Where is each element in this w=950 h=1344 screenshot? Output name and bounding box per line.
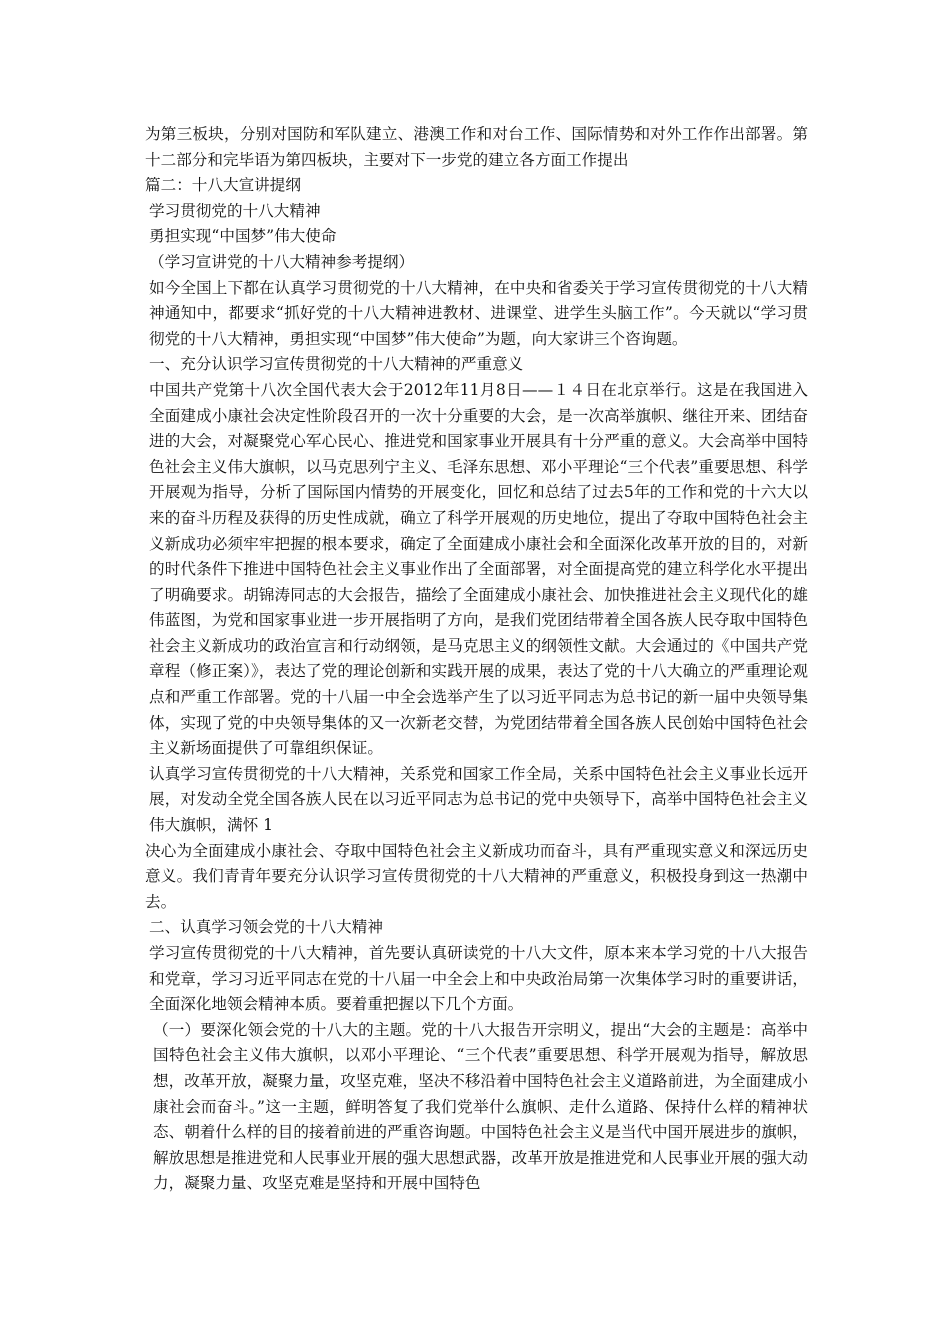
outline-note: （学习宣讲党的十八大精神参考提纲） [149,252,415,271]
outline-subtitle: 勇担实现“中国梦”伟大使命 [149,227,337,246]
paragraph-continuation: 为第三板块，分别对国防和军队建立、港澳工作和对台工作、国际情势和对外工作作出部署。第十二部分和完毕语为第四板块，主要对下一步党的建立各方面工作提出 [145,125,808,169]
paragraph-significance-cont: 决心为全面建成小康社会、夺取中国特色社会主义新成功而奋斗，具有严重现实意义和深远历史意义。我们青青年要充分认识学习宣传贯彻党的十八大精神的严重意义，积极投身到这一热潮中去。 [145,841,808,911]
heading-section-two: 二、认真学习领会党的十八大精神 [149,918,383,937]
outline-title: 学习贯彻党的十八大精神 [149,201,321,220]
section-heading-part-two: 篇二：十八大宣讲提纲 [145,176,301,195]
heading-section-one: 一、充分认识学习宣传贯彻党的十八大精神的严重意义 [149,355,524,374]
paragraph-significance: 认真学习宣传贯彻党的十八大精神，关系党和国家工作全局，关系中国特色社会主义事业长远开展，对发动全党全国各族人民在以习近平同志为总书记的党中央领导下，高举中国特色社会主义伟大旗帜，满怀 1 [149,764,808,835]
paragraph-intro: 如今全国上下都在认真学习贯彻党的十八大精神，在中央和省委关于学习宣传贯彻党的十八大精神通知中，都要求“抓好党的十八大精神进教材、进课堂、进学生头脑工作”。今天就以“学习贯彻党的十八大精神，勇担实现“中国梦”伟大使命”为题，向大家讲三个咨询题。 [149,278,808,348]
paragraph-study: 学习宣传贯彻党的十八大精神，首先要认真研读党的十八大文件，原本来本学习党的十八大报告和党章，学习习近平同志在党的十八届一中全会上和中央政治局第一次集体学习时的重要讲话，全面深化地领会精神本质。要着重把握以下几个方面。 [149,944,808,1014]
paragraph-theme: （一）要深化领会党的十八大的主题。党的十八大报告开宗明义，提出“大会的主题是：高举中国特色社会主义伟大旗帜，以邓小平理论、“三个代表”重要思想、科学开展观为指导，解放思想，改革开放，凝聚力量，攻坚克难，坚决不移沿着中国特色社会主义道路前进，为全面建成小康社会而奋斗。”这一主题，鲜明答复了我们党举什么旗帜、走什么道路、保持什么样的精神状态、朝着什么样的目的接着前进的严重咨询题。中国特色社会主义是当代中国开展进步的旗帜，解放思想是推进党和人民事业开展的强大思想武器，改革开放是推进党和人民事业开展的强大动力，凝聚力量、攻坚克难是坚持和开展中国特色 [153,1020,808,1193]
paragraph-congress: 中国共产党第十八次全国代表大会于2012年11月8日——１４日在北京举行。这是在我国进入全面建成小康社会决定性阶段召开的一次十分重要的大会，是一次高举旗帜、继往开来、团结奋进的大会，对凝聚党心军心民心、推进党和国家事业开展具有十分严重的意义。大会高举中国特色社会主义伟大旗帜，以马克思列宁主义、毛泽东思想、邓小平理论“三个代表”重要思想、科学开展观为指导，分析了国际国内情势的开展变化，回忆和总结了过去5年的工作和党的十六大以来的奋斗历程及获得的历史性成就，确立了科学开展观的历史地位，提出了夺取中国特色社会主义新成功必须牢牢把握的根本要求，确定了全面建成小康社会和全面深化改革开放的目的，对新的时代条件下推进中国特色社会主义事业作出了全面部署，对全面提高党的建立科学化水平提出了明确要求。胡锦涛同志的大会报告，描绘了全面建成小康社会、加快推进社会主义现代化的雄伟蓝图，为党和国家事业进一步开展指明了方向，是我们党团结带着全国各族人民夺取中国特色社会主义新成功的政治宣言和行动纲领，是马克思主义的纲领性文献。大会通过的《中国共产党章程（修正案）》，表达了党的理论创新和实践开展的成果，表达了党的十八大确立的严重理论观点和严重工作部署。党的十八届一中全会选举产生了以习近平同志为总书记的新一届中央领导集体，实现了党的中央领导集体的又一次新老交替，为党团结带着全国各族人民创始中国特色社会主义新场面提供了可靠组织保证。 [149,380,808,758]
document-page [145,122,808,1197]
